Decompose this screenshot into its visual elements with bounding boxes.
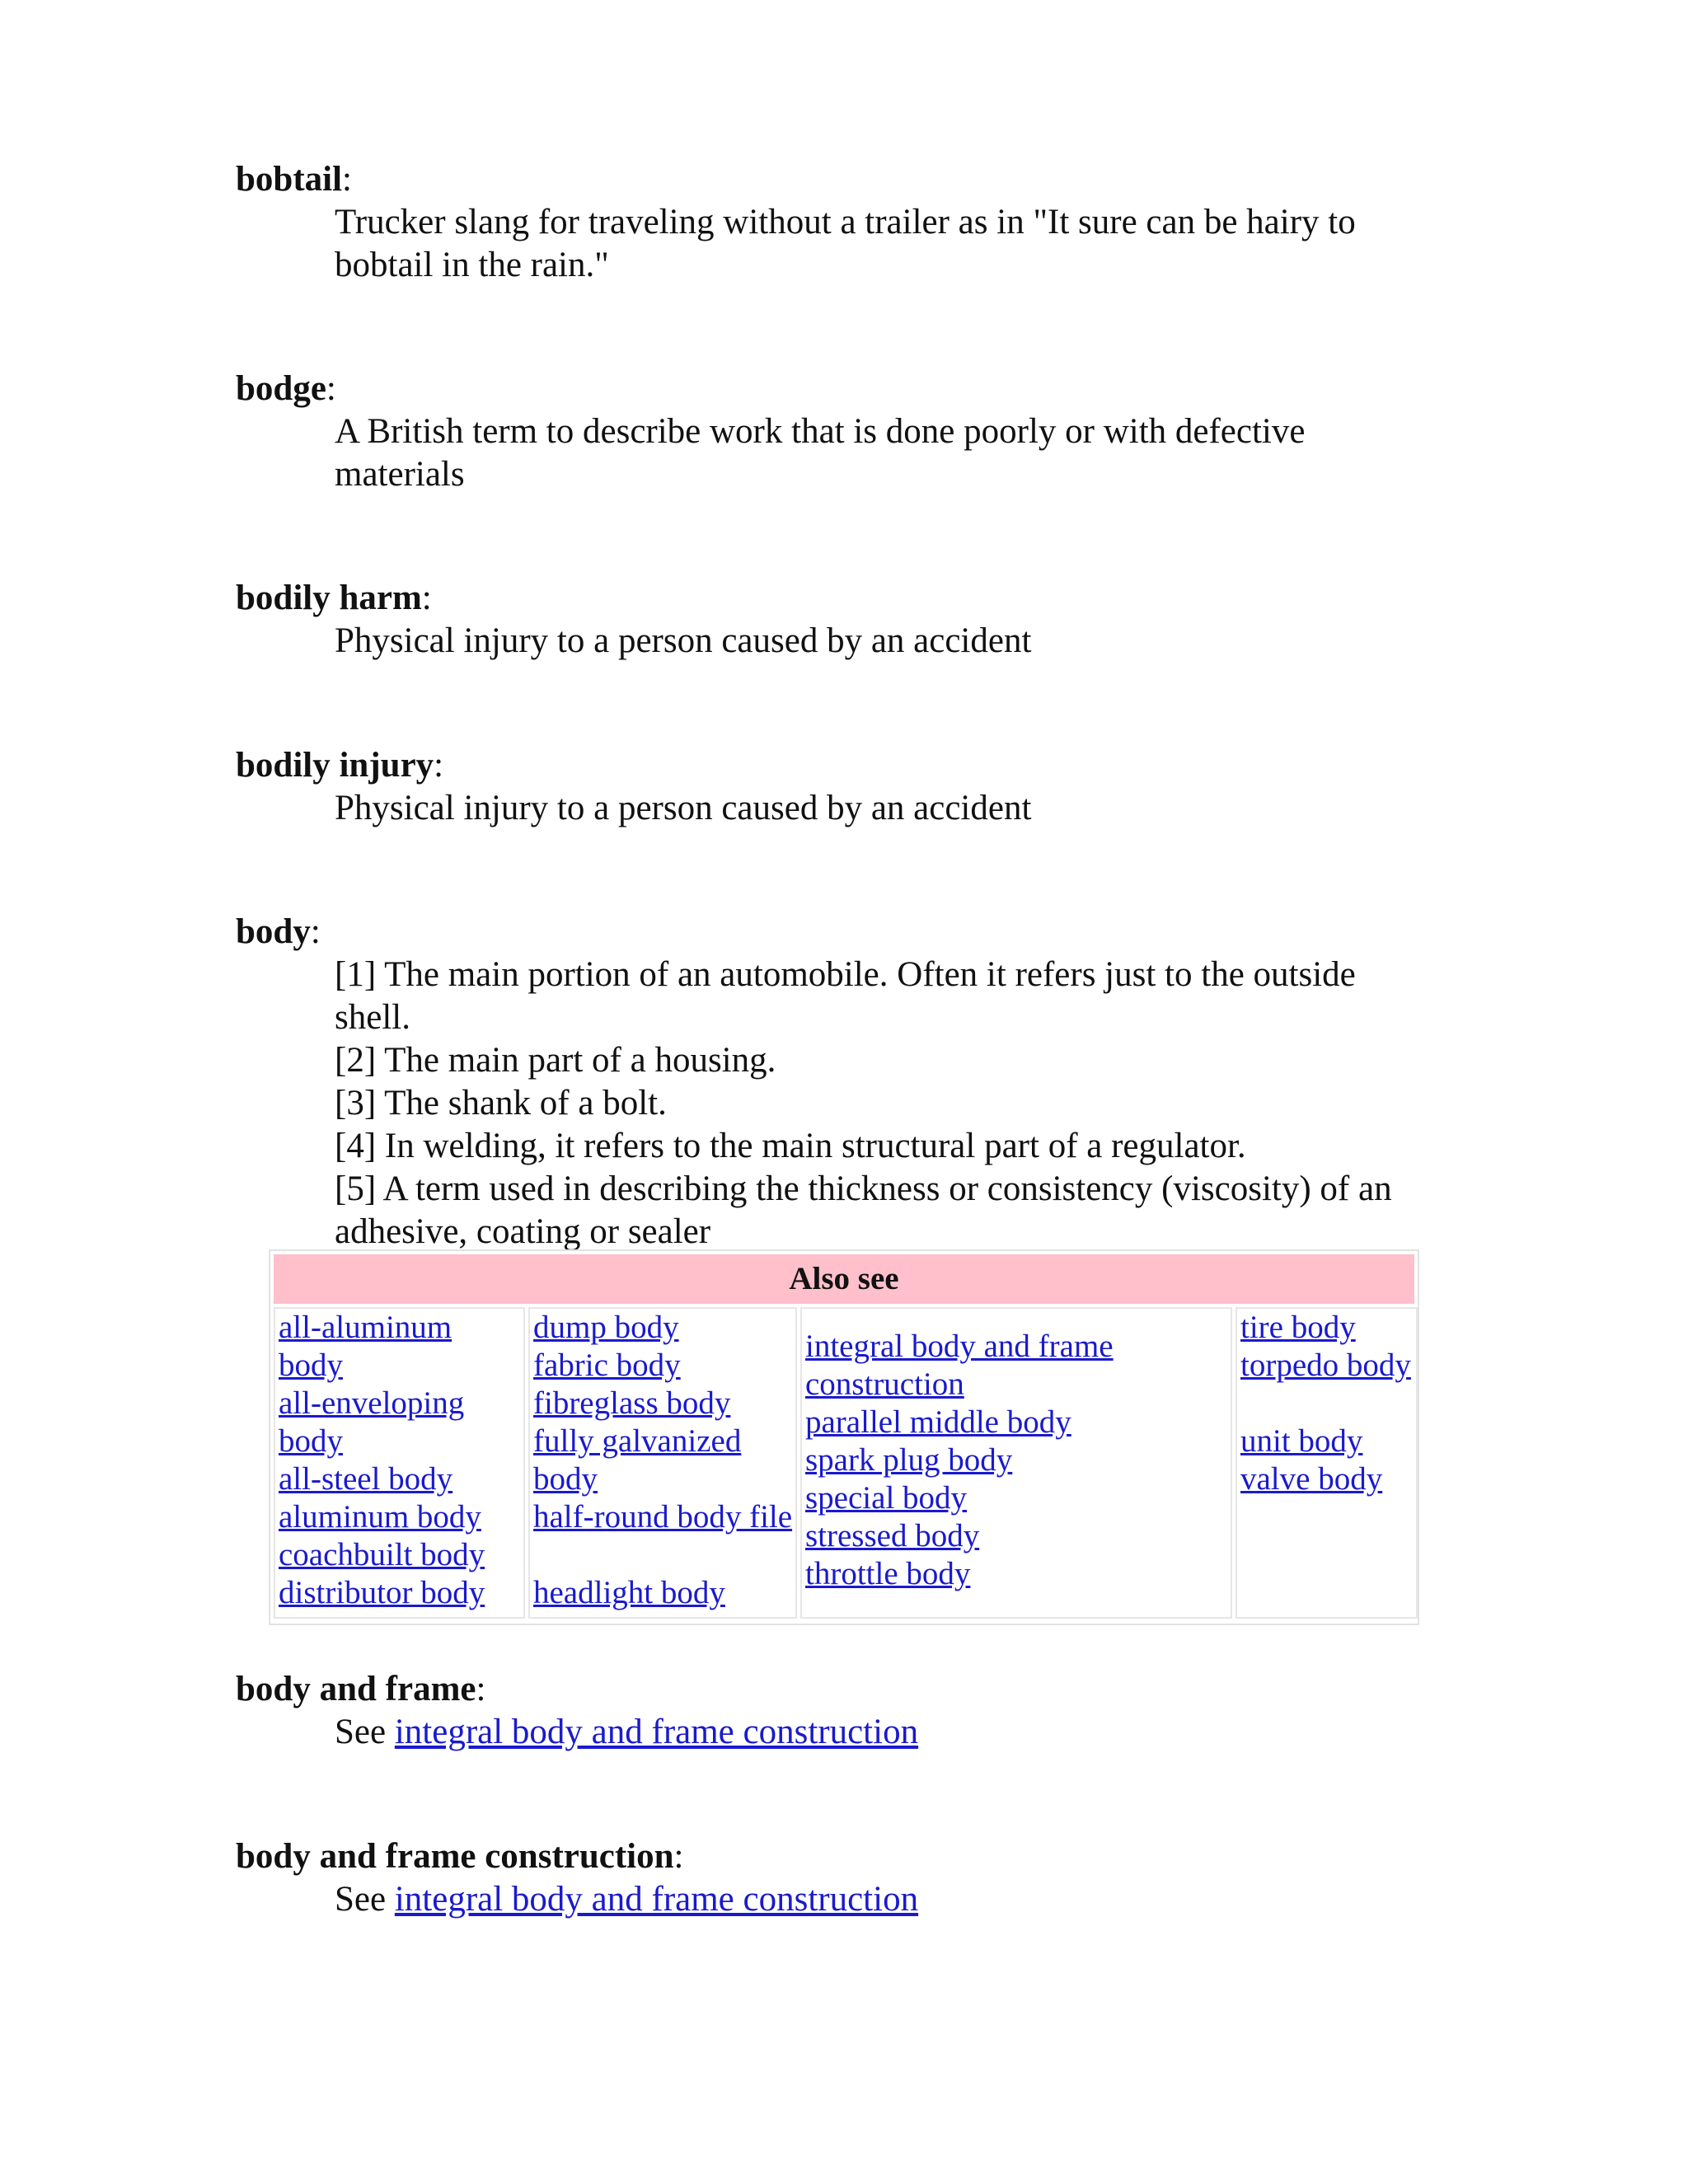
- term-separator: :: [421, 579, 432, 617]
- also-see-link[interactable]: tire body: [1240, 1310, 1356, 1345]
- also-see-link[interactable]: all-aluminum: [279, 1310, 452, 1345]
- term-title: bobtail: [236, 160, 343, 199]
- definition-block: [335, 201, 1456, 287]
- also-see-link[interactable]: integral body and frame: [805, 1329, 1114, 1364]
- also-see-link[interactable]: all-steel body: [279, 1461, 453, 1497]
- term-separator: :: [326, 369, 336, 408]
- also-see-link[interactable]: valve body: [1240, 1461, 1383, 1497]
- term-title: body and frame: [236, 1670, 476, 1708]
- also-see-link[interactable]: fully galvanized: [533, 1423, 742, 1459]
- entry-body-and-frame-construction: [236, 1835, 1456, 1921]
- definition-block: [335, 787, 1456, 830]
- term-title: bodge: [236, 369, 326, 408]
- entry-bodily-injury: [236, 744, 1456, 830]
- definition-line: [2] The main part of a housing.: [335, 1041, 776, 1080]
- definition-block: [335, 620, 1456, 663]
- definition-line: [3] The shank of a bolt.: [335, 1084, 667, 1122]
- also-see-link[interactable]: special body: [805, 1480, 968, 1516]
- also-see-link[interactable]: spark plug body: [805, 1442, 1013, 1478]
- also-see-column: [800, 1307, 1232, 1619]
- term-separator: :: [434, 746, 444, 785]
- also-see-column: [528, 1307, 797, 1619]
- also-see-link[interactable]: stressed body: [805, 1518, 980, 1554]
- term-separator: :: [342, 160, 352, 199]
- also-see-link[interactable]: coachbuilt body: [279, 1537, 485, 1572]
- also-see-link[interactable]: body: [279, 1347, 343, 1383]
- also-see-link[interactable]: unit body: [1240, 1423, 1363, 1459]
- definition-block: [335, 1711, 1456, 1754]
- also-see-column: [1236, 1307, 1418, 1619]
- definition-line: bobtail in the rain.": [335, 246, 609, 284]
- entry-bodily-harm: [236, 577, 1456, 663]
- also-see-link[interactable]: aluminum body: [279, 1499, 481, 1535]
- entry-bobtail: [236, 158, 1456, 287]
- also-see-header: Also see: [274, 1254, 1414, 1304]
- also-see-column: [274, 1307, 525, 1619]
- definition-line: A British term to describe work that is done poorly or with defective: [335, 412, 1306, 451]
- term-title: bodily injury: [236, 746, 434, 785]
- entry-bodge: [236, 368, 1456, 496]
- term-separator: :: [310, 912, 321, 951]
- also-see-link[interactable]: all-enveloping: [279, 1385, 465, 1421]
- see-prefix: See: [335, 1880, 387, 1919]
- see-link[interactable]: integral body and frame construction: [394, 1713, 919, 1751]
- also-see-link[interactable]: parallel middle body: [805, 1404, 1071, 1440]
- also-see-link[interactable]: torpedo body: [1240, 1347, 1411, 1383]
- also-see-link[interactable]: fibreglass body: [533, 1385, 731, 1421]
- see-prefix: See: [335, 1713, 387, 1751]
- term-separator: :: [476, 1670, 486, 1708]
- definition-line: Trucker slang for traveling without a trailer as in "It sure can be hairy to: [335, 203, 1356, 241]
- entry-body-and-frame: [236, 1668, 1456, 1754]
- term-title: body: [236, 912, 311, 951]
- term-title: body and frame construction: [236, 1837, 674, 1876]
- also-see-link[interactable]: throttle body: [805, 1556, 971, 1591]
- also-see-link[interactable]: construction: [805, 1366, 964, 1402]
- definition-block: [335, 1878, 1456, 1921]
- also-see-link[interactable]: body: [279, 1423, 343, 1459]
- also-see-link[interactable]: body: [533, 1461, 598, 1497]
- also-see-link[interactable]: fabric body: [533, 1347, 681, 1383]
- definition-block: [335, 954, 1456, 1254]
- definition-line: materials: [335, 455, 465, 494]
- also-see-link[interactable]: half-round body file: [533, 1499, 793, 1535]
- definition-line: [4] In welding, it refers to the main structural part of a regulator.: [335, 1127, 1246, 1165]
- definition-line: adhesive, coating or sealer: [335, 1212, 711, 1251]
- definition-block: [335, 410, 1456, 496]
- definition-line: [1] The main portion of an automobile. Often it refers just to the outside: [335, 955, 1356, 994]
- definition-line: shell.: [335, 998, 410, 1037]
- entry-body: [236, 911, 1456, 1254]
- definition-line: Physical injury to a person caused by an accident: [335, 789, 1032, 827]
- also-see-table: [269, 1249, 1419, 1625]
- also-see-link[interactable]: distributor body: [279, 1575, 485, 1610]
- also-see-link[interactable]: dump body: [533, 1310, 679, 1345]
- see-link[interactable]: integral body and frame construction: [394, 1880, 919, 1919]
- term-separator: :: [673, 1837, 684, 1876]
- also-see-link[interactable]: headlight body: [533, 1575, 725, 1610]
- definition-line: [5] A term used in describing the thickness or consistency (viscosity) of an: [335, 1169, 1392, 1208]
- definition-line: Physical injury to a person caused by an accident: [335, 621, 1032, 660]
- term-title: bodily harm: [236, 579, 422, 617]
